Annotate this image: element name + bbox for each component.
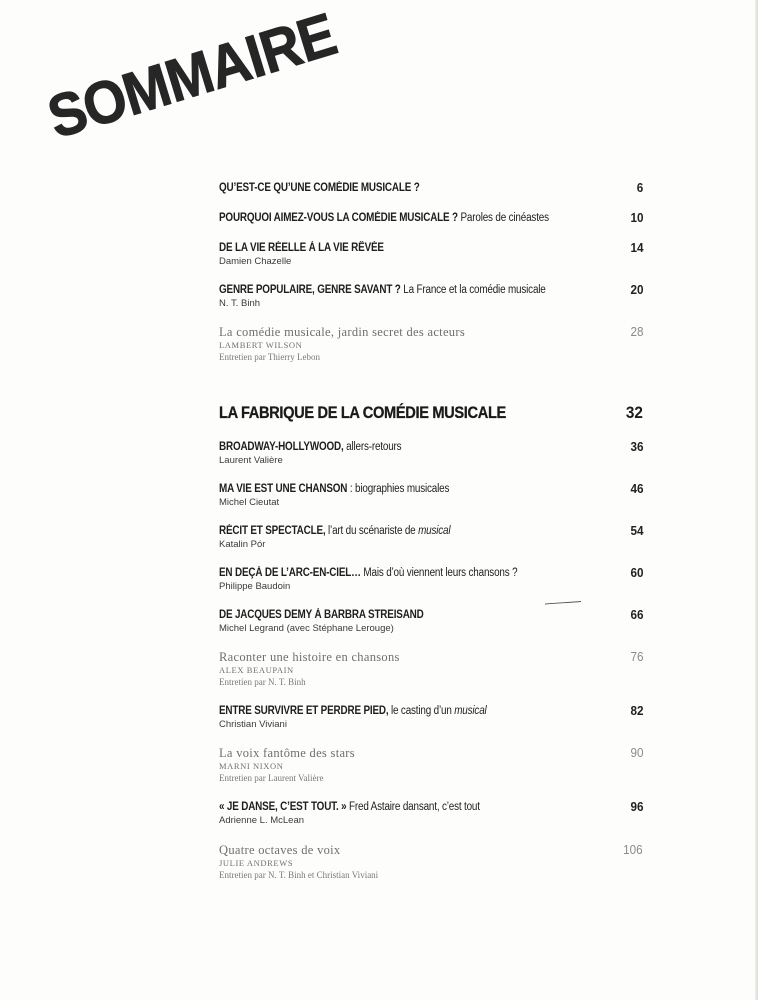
entry-title: DE LA VIE RÉELLE À LA VIE RÊVÉE [219, 242, 384, 254]
toc-entry[interactable] [219, 566, 643, 593]
entry-title: La voix fantôme des stars [219, 746, 355, 760]
entry-guest: ALEX BEAUPAIN [219, 665, 294, 675]
entry-page-number: 14 [629, 240, 643, 255]
entry-page-number: 20 [629, 282, 643, 297]
toc-entry[interactable] [219, 704, 643, 731]
entry-guest: JULIE ANDREWS [219, 858, 294, 868]
entry-page-number: 10 [629, 210, 643, 225]
toc-entry[interactable] [219, 608, 643, 635]
entry-author: Damien Chazelle [219, 256, 292, 267]
entry-page-number: 76 [629, 649, 643, 664]
entry-author: Philippe Baudoin [219, 581, 291, 592]
toc-entry[interactable] [219, 440, 643, 467]
entry-page-number: 66 [629, 607, 643, 622]
entry-author: Adrienne L. McLean [219, 815, 305, 826]
entry-title: RÉCIT ET SPECTACLE, l’art du scénariste de musical [219, 525, 451, 537]
entry-title: BROADWAY-HOLLYWOOD, allers-retours [219, 441, 402, 453]
toc-entry[interactable] [219, 524, 643, 551]
entry-page-number: 90 [629, 745, 643, 760]
entry-page-number: 106 [623, 842, 643, 857]
entry-page-number: 28 [629, 324, 643, 339]
toc-entry[interactable] [219, 283, 643, 310]
entry-title: Raconter une histoire en chansons [219, 650, 400, 664]
entry-author: Entretien par N. T. Binh [219, 677, 306, 687]
entry-title: EN DEÇÀ DE L’ARC-EN-CIEL… Mais d’où viennent leurs chansons ? [219, 567, 518, 579]
entry-title: POURQUOI AIMEZ-VOUS LA COMÉDIE MUSICALE ? Paroles de cinéastes [219, 212, 549, 224]
entry-page-number: 96 [629, 799, 643, 814]
entry-title: MA VIE EST UNE CHANSON : biographies musicales [219, 483, 450, 495]
toc-entry[interactable] [219, 482, 643, 509]
entry-title: ENTRE SURVIVRE ET PERDRE PIED, le casting d’un musical [219, 705, 487, 717]
section-page-number: 32 [625, 403, 643, 422]
toc-entry[interactable] [219, 241, 643, 268]
page-title: SOMMAIRE [40, 0, 344, 152]
entry-guest: LAMBERT WILSON [219, 340, 303, 350]
entry-title: DE JACQUES DEMY À BARBRA STREISAND [219, 609, 424, 621]
entry-author: Katalin Pór [219, 539, 266, 550]
entry-page-number: 36 [629, 439, 643, 454]
entry-page-number: 46 [629, 481, 643, 496]
entry-author: Michel Legrand (avec Stéphane Lerouge) [219, 623, 394, 634]
entry-title: La comédie musicale, jardin secret des acteurs [219, 325, 465, 339]
entry-author: Michel Cieutat [219, 497, 280, 508]
toc-entry[interactable] [219, 211, 643, 225]
section-title: LA FABRIQUE DE LA COMÉDIE MUSICALE [219, 403, 506, 422]
entry-page-number: 6 [636, 180, 643, 195]
toc-entry[interactable] [219, 800, 643, 827]
entry-author: N. T. Binh [219, 298, 261, 309]
toc-entry-interview[interactable] [219, 650, 643, 688]
entry-page-number: 60 [629, 565, 643, 580]
entry-title: QU’EST-CE QU’UNE COMÉDIE MUSICALE ? [219, 182, 420, 194]
entry-author: Laurent Valière [219, 455, 283, 466]
entry-author: Entretien par Thierry Lebon [219, 352, 321, 362]
entry-title: Quatre octaves de voix [219, 843, 341, 857]
entry-title: « JE DANSE, C’EST TOUT. » Fred Astaire dansant, c’est tout [219, 801, 480, 813]
pen-stroke-mark [545, 601, 581, 605]
toc-entry-interview[interactable] [219, 325, 643, 363]
entry-author: Entretien par N. T. Binh et Christian Viviani [219, 870, 379, 880]
toc-entry-interview[interactable] [219, 843, 643, 881]
entry-guest: MARNI NIXON [219, 761, 284, 771]
entry-page-number: 54 [629, 523, 643, 538]
entry-author: Christian Viviani [219, 719, 287, 730]
entry-page-number: 82 [629, 703, 643, 718]
toc-entry[interactable] [219, 181, 643, 195]
section-heading[interactable] [219, 403, 643, 423]
entry-title: GENRE POPULAIRE, GENRE SAVANT ? La France et la comédie musicale [219, 284, 546, 296]
toc-entry-interview[interactable] [219, 746, 643, 784]
entry-author: Entretien par Laurent Valière [219, 773, 324, 783]
